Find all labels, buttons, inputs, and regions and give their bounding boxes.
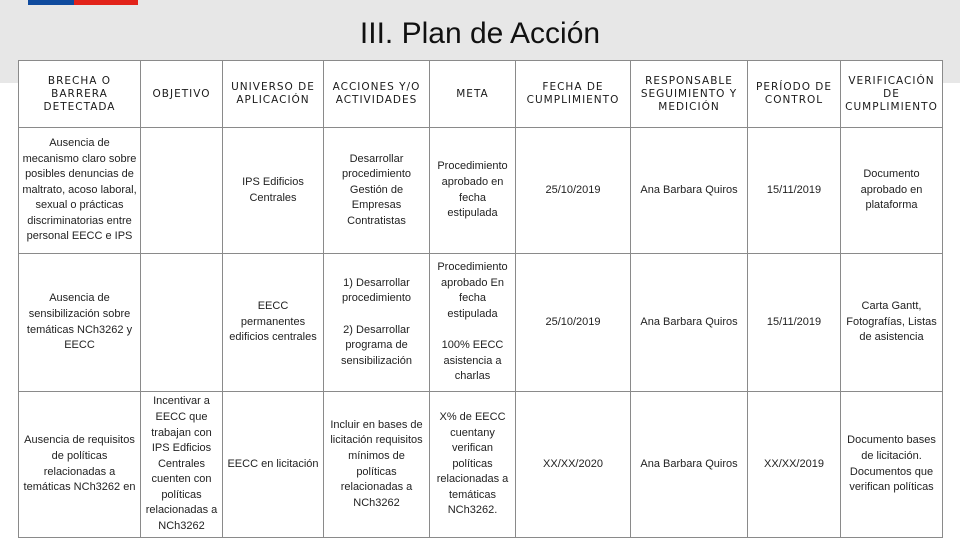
flag-stripe-red [74,0,138,5]
column-header-acciones: ACCIONES Y/O ACTIVIDADES [324,61,430,128]
accion-item: 1) Desarrollar procedimiento [341,276,412,305]
table-row [19,254,943,392]
meta-item: Procedimiento aprobado en fecha estipulada [437,160,508,220]
column-header-verificacion: VERIFICACIÓN DE CUMPLIMIENTO [841,61,943,128]
cell-acciones [324,254,430,392]
page-title: III. Plan de Acción [359,17,601,50]
cell-verificacion: Documento bases de licitación. Documentos que verifican políticas [841,392,943,538]
meta-item: X% de EECC cuentany verifican políticas relacionadas a temáticas NCh3262. [436,410,509,517]
accion-spacer [327,307,426,323]
column-header-brecha: BRECHA O BARRERA DETECTADA [19,61,141,128]
table-row [19,128,943,254]
meta-item: 100% EECC asistencia a charlas [441,339,504,383]
cell-objetivo: Incentivar a EECC que trabajan con IPS Edficios Centrales cuenten con políticas relacionadas a NCh3262 [141,392,223,538]
cell-brecha: Ausencia de sensibilización sobre temáticas NCh3262 y EECC [19,254,141,392]
cell-periodo: 15/11/2019 [748,254,841,392]
cell-meta [430,392,516,538]
cell-brecha: Ausencia de requisitos de políticas relacionadas a temáticas NCh3262 en [19,392,141,538]
cell-objetivo [141,128,223,254]
cell-responsable: Ana Barbara Quiros [631,128,748,254]
cell-meta [430,128,516,254]
accion-item: 2) Desarrollar programa de sensibilización [341,323,412,367]
column-header-meta: META [430,61,516,128]
table-header-row [19,61,943,128]
cell-brecha: Ausencia de mecanismo claro sobre posibles denuncias de maltrato, acoso laboral, sexual o prácticas discriminatorias entre personal EECC e IPS [19,128,141,254]
cell-universo: IPS Edificios Centrales [223,128,324,254]
cell-fecha: 25/10/2019 [516,128,631,254]
cell-fecha: XX/XX/2020 [516,392,631,538]
cell-universo: EECC en licitación [223,392,324,538]
cell-acciones [324,128,430,254]
cell-objetivo [141,254,223,392]
accion-item: Desarrollar procedimiento Gestión de Empresas Contratistas [341,152,412,227]
table-row [19,392,943,538]
cell-responsable: Ana Barbara Quiros [631,392,748,538]
column-header-objetivo: OBJETIVO [141,61,223,128]
column-header-periodo: PERÍODO DE CONTROL [748,61,841,128]
cell-meta [430,254,516,392]
cell-responsable: Ana Barbara Quiros [631,254,748,392]
column-header-fecha: FECHA DE CUMPLIMIENTO [516,61,631,128]
cell-periodo: 15/11/2019 [748,128,841,254]
accion-item: Incluir en bases de licitación requisitos mínimos de políticas relacionadas a NCh3262 [330,418,423,509]
cell-verificacion: Carta Gantt, Fotografías, Listas de asistencia [841,254,943,392]
column-header-universo: UNIVERSO DE APLICACIÓN [223,61,324,128]
cell-verificacion: Documento aprobado en plataforma [841,128,943,254]
cell-acciones [324,392,430,538]
action-plan-table [18,60,943,538]
meta-spacer [433,322,512,338]
column-header-responsable: RESPONSABLE SEGUIMIENTO Y MEDICIÓN [631,61,748,128]
cell-fecha: 25/10/2019 [516,254,631,392]
meta-item: Procedimiento aprobado En fecha estipulada [437,260,508,320]
cell-periodo: XX/XX/2019 [748,392,841,538]
cell-universo: EECC permanentes edificios centrales [223,254,324,392]
flag-stripe-blue [28,0,74,5]
